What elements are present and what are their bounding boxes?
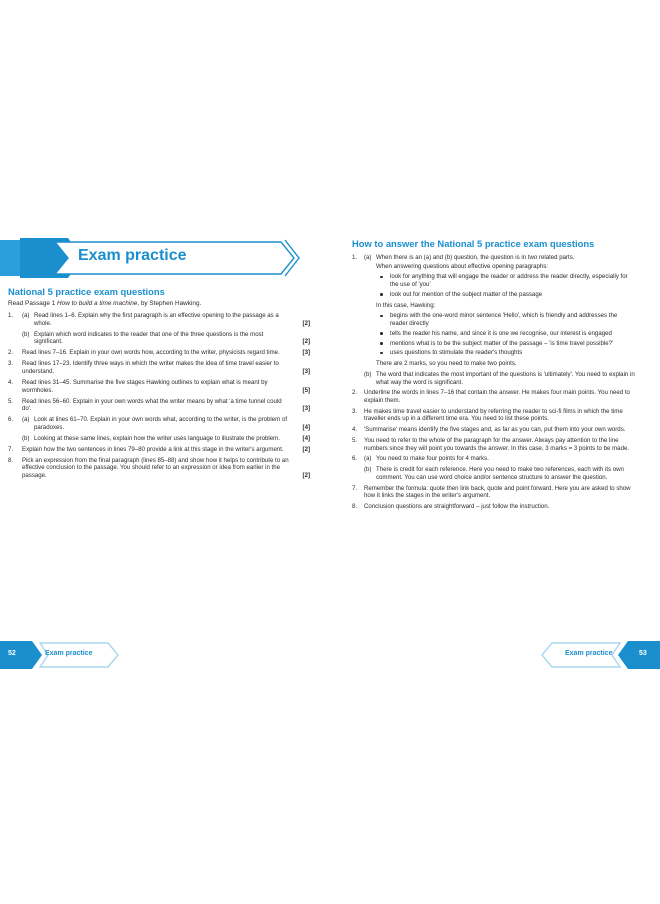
sub-answer: (a) You need to make four points for 4 marks. (364, 455, 489, 463)
question-item: 8. Pick an expression from the final paragraph (lines 85–88) and show how it helps to contribute to an effective conclusion to the passage. You should refer to an expression or idea from earlier in the passage. [2] (8, 456, 310, 480)
question-item: 2. Read lines 7–16. Explain in your own words how, according to the writer, physicists regard time. [3] (8, 349, 310, 357)
section-heading-answers: How to answer the National 5 practice exam questions (352, 238, 595, 249)
question-item: 5. Read lines 56–60. Explain in your own words what the writer means by what 'a time tunnel could do'. [3] (8, 397, 310, 413)
mark-badge: [2] (302, 319, 310, 327)
sub-question: (a) Look at lines 61–70. Explain in your own words what, according to the writer, is the problem of paradoxes. [4] (22, 416, 310, 431)
mark-badge: [2] (302, 445, 310, 453)
question-number: 1. (8, 312, 14, 319)
answer-item: 5. You need to refer to the whole of the paragraph for the answer. Always pay attention to the line numbers since they will point you towards the answer. In this case, 3 marks = 3 points to be made. (352, 436, 630, 452)
sub-question: (a) Read lines 1–6. Explain why the first paragraph is an effective opening to the passage as a whole. [2] (22, 312, 310, 327)
sub-answer: (b) There is credit for each reference. Here you need to make two references, each with its own comment. You can use word choice and/or sentence structure to answer the question. (364, 466, 624, 481)
answer-item: 7. Remember the formula: quote then link back, quote and point forward. Here you are asked to show how it links the stages in the writer's argument. (352, 484, 631, 500)
question-list (8, 312, 310, 483)
bullet-item: uses questions to stimulate the reader's thoughts (376, 349, 636, 357)
mark-badge: [2] (302, 472, 310, 480)
bullet-item: mentions what is to be the subject matter of the passage – 'is time travel possible?' (376, 340, 636, 348)
mark-badge: [3] (302, 349, 310, 357)
bullet-item: tells the reader his name, and since it is one we recognise, our interest is engaged (376, 330, 636, 338)
bullet-item: begins with the one-word minor sentence 'Hello', which is friendly and addresses the reader directly (376, 312, 636, 327)
mark-badge: [4] (302, 434, 310, 442)
answer-list (352, 254, 636, 514)
bullet-list (376, 273, 636, 298)
mark-badge: [2] (302, 338, 310, 346)
mark-badge: [3] (302, 405, 310, 413)
bullet-item: look for anything that will engage the reader or address the reader directly, especially for the use of 'you' (376, 273, 636, 288)
sub-answer: (b) The word that indicates the most important of the questions is 'ultimately'. You need to explain in what way the word is significant. (364, 370, 635, 386)
answer-item: 6. (a) You need to make four points for 4 marks. (b) There is credit for each reference. Here you need to make two references, each with its own comment. You can use word choice and/or sentence structure to answer the question. (352, 455, 636, 481)
sub-answer: (a) When there is an (a) and (b) question, the question is in two related parts. When answering questions about effective opening paragraphs: look for anything that will engage the reader or address the reader directly, especially for the use of 'you' look out for mention of the subject matter of the passage In this case, Hawking: begins with the one-word minor sentence 'Hello', which is friendly and addresses the reader directly tells the reader his name, and since it is one we recognise, our interest is engaged mentions what is to be the subject matter of the passage – 'is time travel possible?' uses questions to stimulate the reader's thoughts There are 2 marks, so you need to make two points. (364, 254, 636, 368)
footer-label: Exam practice (565, 650, 613, 657)
answer-item: 4. 'Summarise' means identify the five stages and, as far as you can, put them into your own words. (352, 426, 626, 434)
bullet-list (376, 312, 636, 357)
sub-question: (b) Looking at these same lines, explain how the writer uses language to illustrate the problem. [4] (22, 434, 310, 442)
mark-badge: [4] (302, 423, 310, 431)
question-item: 7. Explain how the two sentences in lines 79–80 provide a link at this stage in the writer's argument. [2] (8, 445, 310, 453)
question-item: 6. (a) Look at lines 61–70. Explain in your own words what, according to the writer, is the problem of paradoxes. [4] (b) Looking at these same lines, explain how the writer uses language to illustrate the problem. [4] (8, 416, 310, 442)
banner-title: Exam practice (78, 247, 187, 264)
answer-item: 3. He makes time travel easier to understand by referring the reader to sci-fi films in which the time traveller ends up in a different time era. You need to list these points. (352, 407, 623, 423)
question-item: 3. Read lines 17–23. Identify three ways in which the writer makes the idea of time travel easier to understand. [3] (8, 360, 310, 375)
mark-badge: [3] (302, 367, 310, 375)
answer-item: 1. (a) When there is an (a) and (b) question, the question is in two related parts. When answering questions about effective opening paragraphs: look for anything that will engage the reader or address the reader directly, especially for the use of 'you' look out for mention of the subject matter of the passage In this case, Hawking: begins with the one-word minor sentence 'Hello', which is friendly and addresses the reader directly tells the reader his name, and since it is one we recognise, our interest is engaged mentions what is to be the subject matter of the passage – 'is time travel possible?' uses questions to stimulate the reader's thoughts There are 2 marks, so you need to make two points. (b) The word that indicates the most important of the questions is 'ultimately'. You need to explain in what way the word is significant. (352, 254, 635, 386)
page-number: 53 (639, 650, 647, 657)
sub-question: (b) Explain which word indicates to the reader that one of the three questions is the most significant. [2] (22, 330, 310, 346)
bullet-item: look out for mention of the subject matter of the passage (376, 291, 636, 299)
mark-badge: [5] (302, 386, 310, 394)
section-heading-questions: National 5 practice exam questions (8, 286, 165, 297)
passage-intro: Read Passage 1 How to build a time machine, by Stephen Hawking. (8, 300, 202, 307)
question-item: 4. Read lines 31–45. Summarise the five stages Hawking outlines to explain what is meant by wormholes. [5] (8, 378, 310, 394)
page-number: 52 (8, 650, 16, 657)
answer-item: 2. Underline the words in lines 7–16 that contain the answer. He makes four main points. You need to explain them. (352, 389, 630, 405)
answer-item: 8. Conclusion questions are straightforward – just follow the instruction. (352, 503, 550, 511)
question-item (8, 312, 310, 346)
footer-label: Exam practice (45, 650, 93, 657)
